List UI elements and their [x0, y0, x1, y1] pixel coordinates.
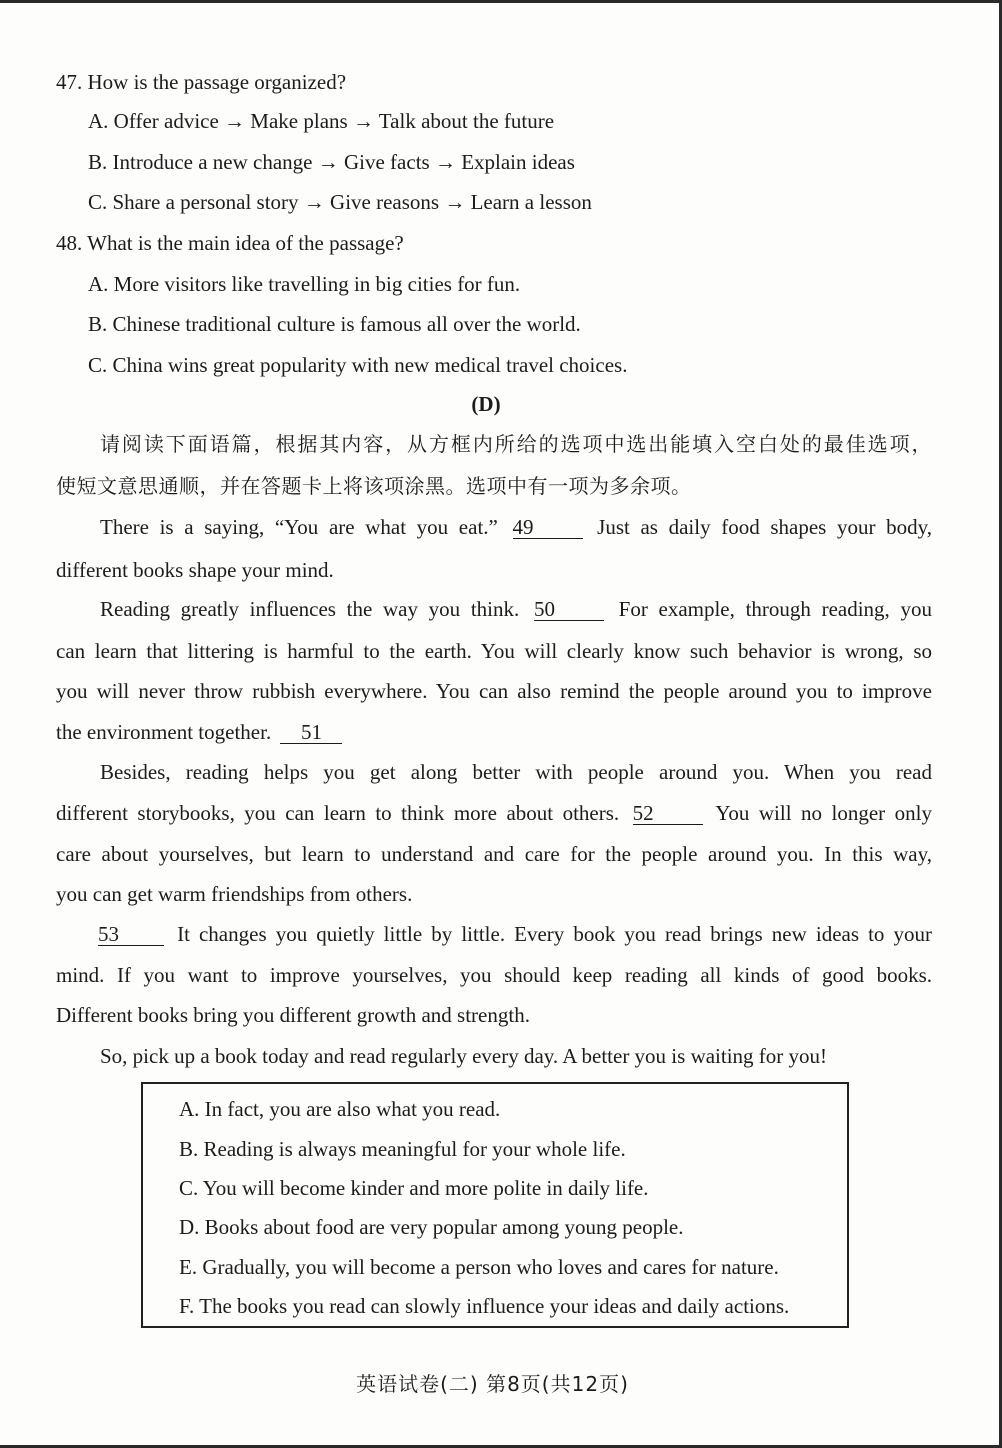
question-47-option-a: A. Offer advice → Make plans → Talk about the future [88, 109, 555, 133]
blank-53: 53 [98, 923, 164, 946]
passage-text: It changes you quietly little by little. Every book you read brings new ideas to your [177, 922, 932, 946]
box-option-c: C. You will become kinder and more polite in daily life. [179, 1176, 649, 1200]
passage-p4-line-2: mind. If you want to improve yourselves, you should keep reading all kinds of good books. [56, 963, 932, 987]
answer-options-box [141, 1082, 849, 1328]
blank-51: 51 [280, 721, 342, 744]
question-48-option-a: A. More visitors like travelling in big cities for fun. [88, 272, 521, 296]
passage-p4-line-1 [98, 920, 932, 948]
passage-text: the environment together. [56, 720, 272, 744]
section-label: (D) [471, 392, 501, 416]
box-option-d: D. Books about food are very popular among young people. [179, 1215, 684, 1239]
section-instructions-line-2: 使短文意思通顺，并在答题卡上将该项涂黑。选项中有一项为多余项。 [56, 474, 692, 498]
passage-p3-line-1: Besides, reading helps you get along better with people around you. When you read [100, 760, 932, 784]
passage-text: Reading greatly influences the way you think. [100, 597, 520, 621]
scan-edge-top [0, 0, 1002, 3]
passage-text: Just as daily food shapes your body, [597, 515, 932, 539]
question-47-option-c: C. Share a personal story → Give reasons → Learn a lesson [88, 190, 592, 214]
passage-p2-line-4 [56, 718, 932, 746]
blank-50: 50 [534, 598, 604, 621]
question-47-option-b: B. Introduce a new change → Give facts → Explain ideas [88, 150, 575, 174]
passage-p3-line-3: care about yourselves, but learn to understand and care for the people around you. In this way, [56, 842, 932, 866]
passage-p5-line-1: So, pick up a book today and read regularly every day. A better you is waiting for you! [100, 1044, 828, 1068]
passage-p2-line-3: you will never throw rubbish everywhere. You can also remind the people around you to improve [56, 679, 932, 703]
section-instructions-line-1: 请阅读下面语篇，根据其内容，从方框内所给的选项中选出能填入空白处的最佳选项， [100, 432, 932, 456]
passage-text: different storybooks, you can learn to think more about others. [56, 801, 620, 825]
passage-text: You will no longer only [715, 801, 932, 825]
question-48-option-c: C. China wins great popularity with new medical travel choices. [88, 353, 628, 377]
passage-p2-line-2: can learn that littering is harmful to the earth. You will clearly know such behavior is wrong, so [56, 639, 932, 663]
box-option-e: E. Gradually, you will become a person who loves and cares for nature. [179, 1255, 779, 1279]
box-option-a: A. In fact, you are also what you read. [179, 1097, 501, 1121]
passage-text: There is a saying, “You are what you eat.” [100, 515, 498, 539]
passage-text: For example, through reading, you [618, 597, 932, 621]
question-48-option-b: B. Chinese traditional culture is famous all over the world. [88, 312, 581, 336]
box-option-b: B. Reading is always meaningful for your whole life. [179, 1137, 626, 1161]
blank-49: 49 [513, 516, 583, 539]
box-option-f: F. The books you read can slowly influence your ideas and daily actions. [179, 1294, 790, 1318]
question-47-stem: 47. How is the passage organized? [56, 70, 347, 94]
blank-52: 52 [633, 802, 703, 825]
passage-p3-line-4: you can get warm friendships from others. [56, 882, 413, 906]
passage-p4-line-3: Different books bring you different growth and strength. [56, 1003, 530, 1027]
passage-p1-line-1 [100, 513, 932, 541]
passage-p1-line-2: different books shape your mind. [56, 558, 334, 582]
page-footer: 英语试卷(二) 第8页(共12页) [356, 1372, 629, 1396]
question-48-stem: 48. What is the main idea of the passage? [56, 231, 404, 255]
passage-p2-line-1 [100, 595, 932, 623]
passage-p3-line-2 [56, 799, 932, 827]
